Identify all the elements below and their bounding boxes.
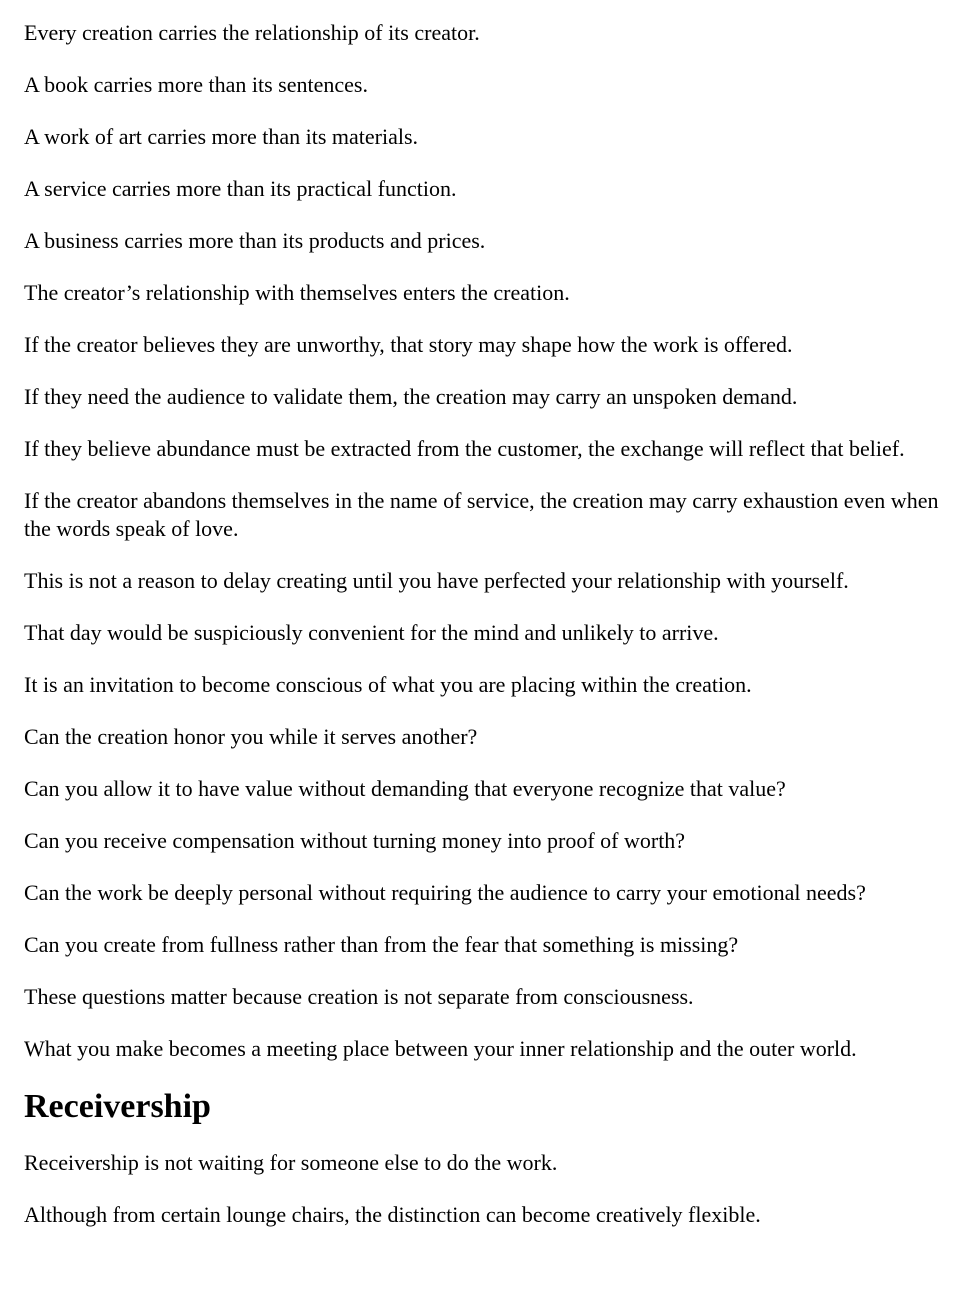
paragraph: Can you create from fullness rather than from the fear that something is missing? xyxy=(24,932,739,957)
section-heading: Receivership xyxy=(24,1088,211,1125)
paragraph: If they believe abundance must be extracted from the customer, the exchange will reflect that belief. xyxy=(24,436,905,461)
paragraph: A service carries more than its practical function. xyxy=(24,176,457,201)
paragraph: If the creator believes they are unworthy, that story may shape how the work is offered. xyxy=(24,332,793,357)
paragraph: A work of art carries more than its materials. xyxy=(24,124,419,149)
paragraph: This is not a reason to delay creating until you have perfected your relationship with yourself. xyxy=(24,568,849,593)
paragraph: Can the creation honor you while it serves another? xyxy=(24,724,478,749)
paragraph: Every creation carries the relationship of its creator. xyxy=(24,20,480,45)
paragraph: Can you allow it to have value without demanding that everyone recognize that value? xyxy=(24,776,786,801)
paragraph: If the creator abandons themselves in the name of service, the creation may carry exhaustion even when the words speak of love. xyxy=(24,488,939,541)
paragraph: Receivership is not waiting for someone else to do the work. xyxy=(24,1150,558,1175)
paragraph: Can the work be deeply personal without requiring the audience to carry your emotional needs? xyxy=(24,880,866,905)
paragraph: The creator’s relationship with themselves enters the creation. xyxy=(24,280,570,305)
paragraph: Although from certain lounge chairs, the distinction can become creatively flexible. xyxy=(24,1202,761,1227)
paragraph: A book carries more than its sentences. xyxy=(24,72,368,97)
paragraph: These questions matter because creation is not separate from consciousness. xyxy=(24,984,694,1009)
paragraph: That day would be suspiciously convenient for the mind and unlikely to arrive. xyxy=(24,620,719,645)
paragraph: It is an invitation to become conscious of what you are placing within the creation. xyxy=(24,672,752,697)
paragraph: What you make becomes a meeting place between your inner relationship and the outer world. xyxy=(24,1036,857,1061)
paragraph: A business carries more than its products and prices. xyxy=(24,228,486,253)
paragraph: Can you receive compensation without turning money into proof of worth? xyxy=(24,828,686,853)
paragraph: If they need the audience to validate them, the creation may carry an unspoken demand. xyxy=(24,384,798,409)
